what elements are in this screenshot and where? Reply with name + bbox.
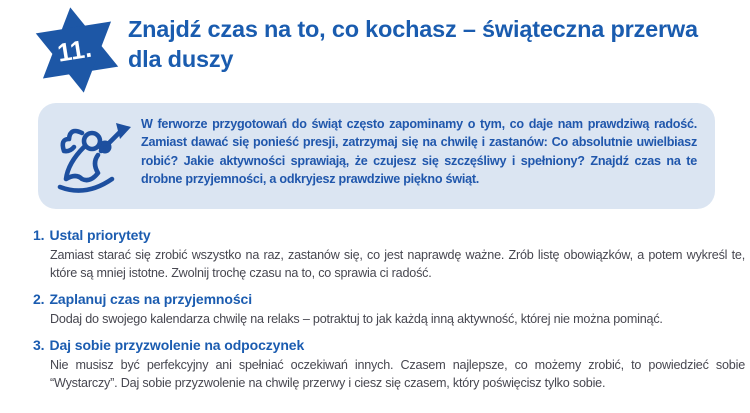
tip-number: 3.: [33, 337, 45, 353]
list-item: [33, 291, 745, 328]
badge-number: 11.: [55, 34, 94, 68]
tip-body: Zamiast starać się zrobić wszystko na raz, zastanów się, co jest naprawdę ważne. Zrób listę obowiązków, a potem wykreśl te, które są mniej istotne. Zwolnij trochę czasu na to, co sprawia ci radość.: [50, 248, 745, 280]
tip-title-label: Daj sobie przyzwolenie na odpoczynek: [49, 337, 305, 353]
angel-trumpet-icon: [56, 117, 132, 197]
tip-title: [33, 291, 745, 307]
list-item: [33, 227, 745, 282]
list-item: [33, 337, 745, 392]
intro-text: W ferworze przygotowań do świąt często zapominamy o tym, co daje nam prawdziwą radość. Zamiast dawać się ponieść presji, zatrzymaj się na chwilę i zastanów: Co absolutnie uwielbiasz robić? Jakie aktywności sprawiają, że czujesz się szczęśliwy i spełniony? Znajdź czas na te drobne przyjemności, a odkryjesz prawdziwe piękno świąt.: [141, 117, 697, 186]
tip-number: 1.: [33, 227, 45, 243]
page-title: Znajdź czas na to, co kochasz – świąteczna przerwa dla duszy: [128, 16, 698, 72]
star-badge-icon: [27, 0, 128, 100]
tips-list: [33, 227, 745, 401]
tip-body: Nie musisz być perfekcyjny ani spełniać oczekiwań innych. Czasem najlepsze, co możemy zrobić, to powiedzieć sobie “Wystarczy”. Daj sobie przyzwolenie na chwilę przerwy i ciesz się czasem, który poświęcisz tylko sobie.: [50, 358, 745, 390]
tip-body: Dodaj do swojego kalendarza chwilę na relaks – potraktuj to jak każdą inną aktywność, której nie można pominąć.: [50, 312, 663, 326]
tip-number: 2.: [33, 291, 45, 307]
tip-title-label: Zaplanuj czas na przyjemności: [49, 291, 252, 307]
tip-title: [33, 337, 745, 353]
tip-title: [33, 227, 745, 243]
tip-title-label: Ustal priorytety: [49, 227, 151, 243]
intro-callout: [38, 103, 715, 209]
